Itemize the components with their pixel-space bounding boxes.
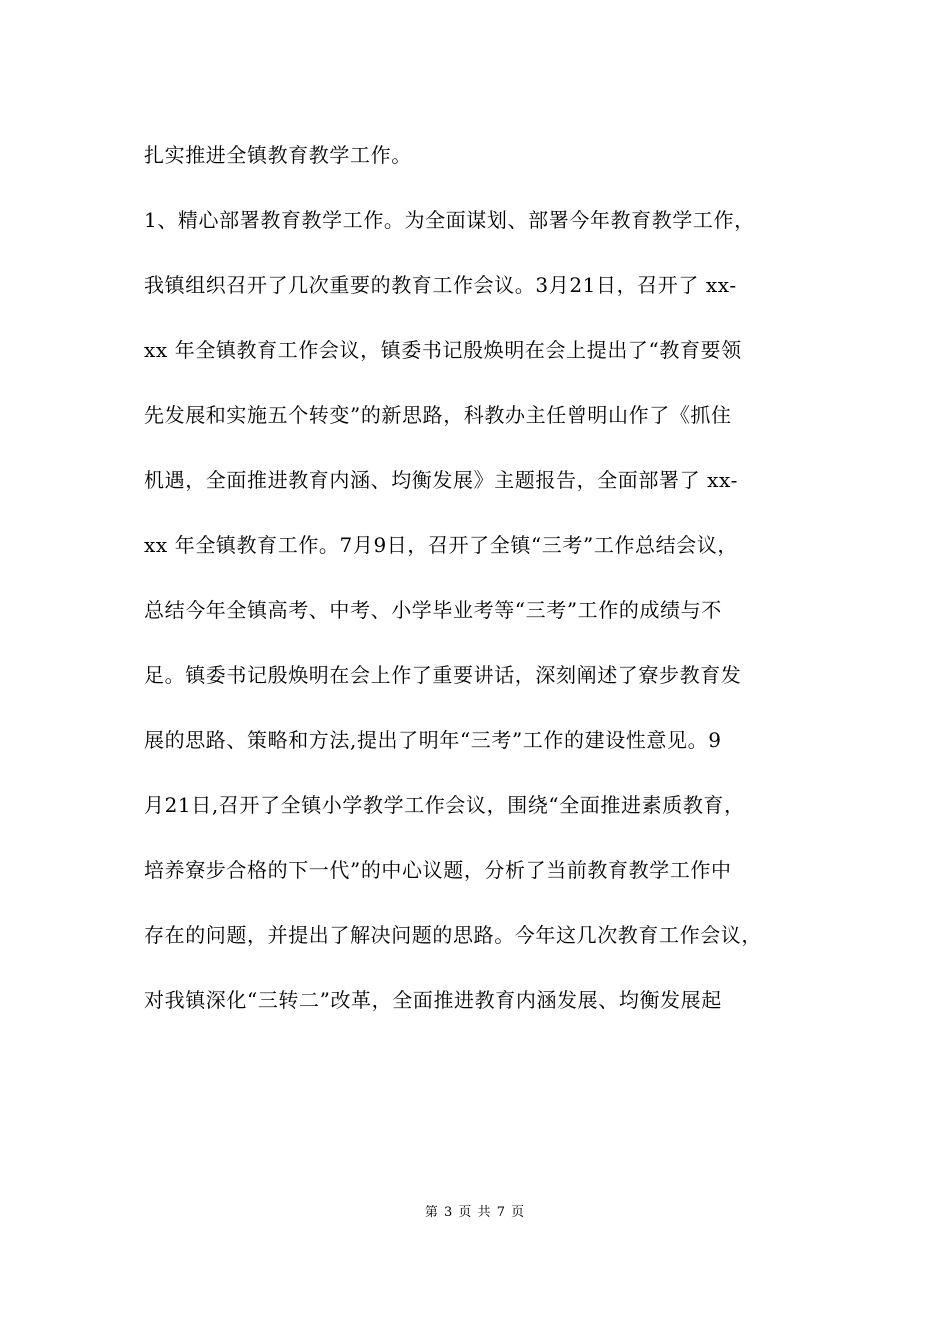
text-line: 对我镇深化“三转二”改革，全面推进教育内涵发展、均衡发展起 bbox=[144, 988, 722, 1012]
text-line: 我镇组织召开了几次重要的教育工作会议。3月21日，召开了 xx- bbox=[144, 273, 737, 297]
page-footer bbox=[0, 1204, 950, 1222]
text-line: 扎实推进全镇教育教学工作。 bbox=[144, 143, 412, 167]
text-line: 培养寮步合格的下一代”的中心议题，分析了当前教育教学工作中 bbox=[144, 858, 732, 882]
text-line: xx 年全镇教育工作会议，镇委书记殷焕明在会上提出了“教育要领 bbox=[144, 338, 742, 362]
text-line: 月21日,召开了全镇小学教学工作会议，围绕“全面推进素质教育， bbox=[144, 793, 745, 817]
text-line: 展的思路、策略和方法,提出了明年“三考”工作的建设性意见。9 bbox=[144, 728, 722, 752]
text-line: 机遇，全面推进教育内涵、均衡发展》主题报告，全面部署了 xx- bbox=[144, 468, 738, 492]
text-line: 先发展和实施五个转变”的新思路，科教办主任曾明山作了《抓住 bbox=[144, 403, 732, 427]
text-line: 总结今年全镇高考、中考、小学毕业考等“三考”工作的成绩与不 bbox=[144, 598, 722, 622]
text-line: 存在的问题，并提出了解决问题的思路。今年这几次教育工作会议， bbox=[144, 923, 762, 947]
text-line: xx 年全镇教育工作。7月9日，召开了全镇“三考”工作总结会议， bbox=[144, 533, 739, 557]
body-text bbox=[144, 138, 824, 1048]
text-line: 1、精心部署教育教学工作。为全面谋划、部署今年教育教学工作， bbox=[144, 208, 755, 232]
text-line: 足。镇委书记殷焕明在会上作了重要讲话，深刻阐述了寮步教育发 bbox=[144, 663, 742, 687]
page-number: 第 3 页 共 7 页 bbox=[424, 1205, 526, 1220]
